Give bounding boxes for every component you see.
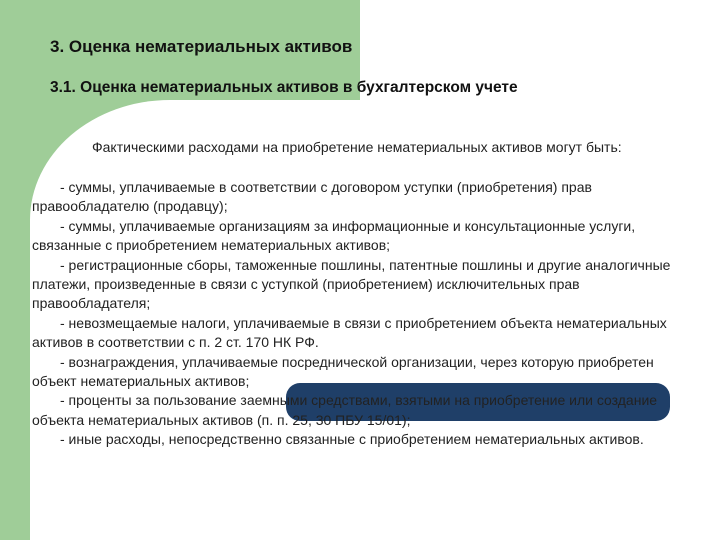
list-item: - суммы, уплачиваемые организациям за информационные и консультационные услуги, связанные с приобретением нематериальных активов; xyxy=(32,217,636,254)
list-item: - вознаграждения, уплачиваемые посреднической организации, через которую приобретен объект нематериальных активов; xyxy=(32,353,654,390)
list-item: - суммы, уплачиваемые в соответствии с договором уступки (приобретения) прав правообладателю (продавцу); xyxy=(32,179,592,215)
list-item: - проценты за пользование заемными средствами, взятыми на приобретение или создание объекта нематериальных активов (п. п. 25, 30 ПБУ 15/01); xyxy=(32,392,658,428)
slide-title: 3. Оценка нематериальных активов xyxy=(50,37,353,56)
expense-list xyxy=(32,178,692,450)
list-item: - невозмещаемые налоги, уплачиваемые в связи с приобретением объекта нематериальных активов в соответствии с п. 2 ст. 170 НК РФ. xyxy=(32,314,667,351)
slide-subtitle: 3.1. Оценка нематериальных активов в бухгалтерском учете xyxy=(50,79,518,96)
list-item: - регистрационные сборы, таможенные пошлины, патентные пошлины и другие аналогичные платежи, произведенные в связи с уступкой (приобретением) исключительных прав правообладателя; xyxy=(32,256,671,312)
intro-text: Фактическими расходами на приобретение нематериальных активов могут быть: xyxy=(92,139,622,155)
list-item: - иные расходы, непосредственно связанные с приобретением нематериальных активов. xyxy=(60,431,644,448)
